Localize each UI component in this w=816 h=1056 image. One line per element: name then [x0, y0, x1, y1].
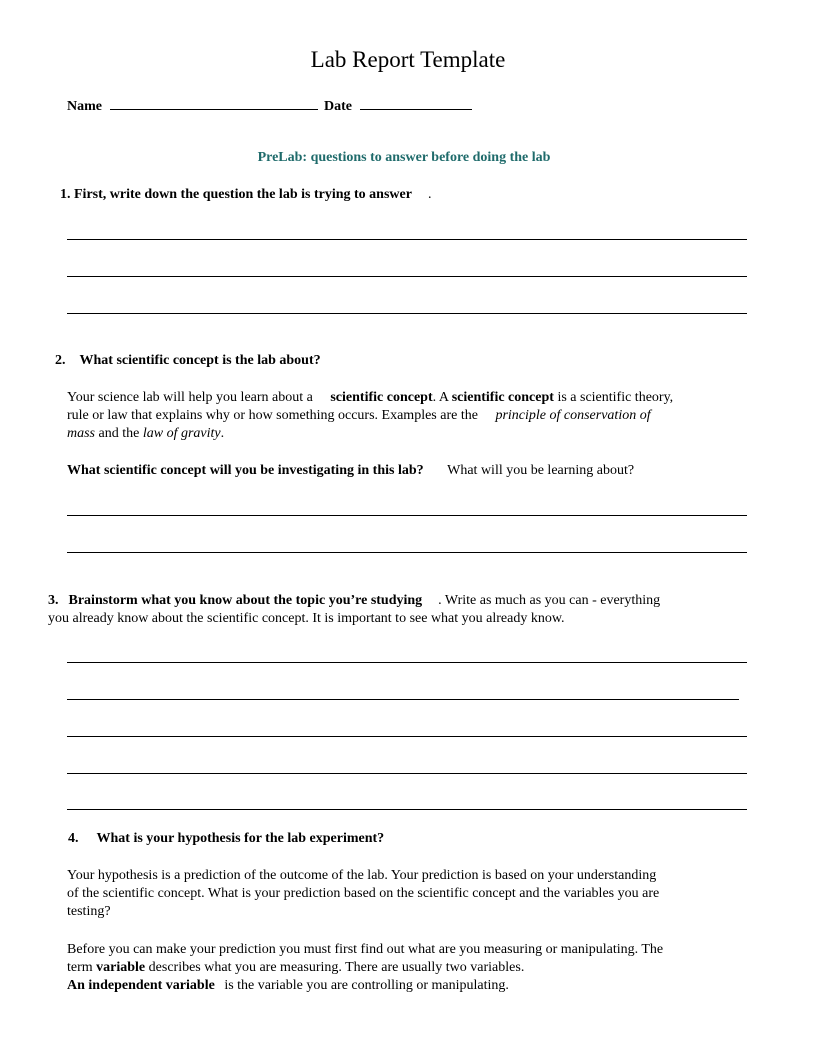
q1-answer-line-1[interactable]	[67, 239, 747, 240]
q4-term-bold: variable	[96, 960, 146, 975]
q2-text: and the	[98, 426, 140, 441]
date-label: Date	[324, 99, 352, 114]
q4-number: 4.	[68, 831, 79, 846]
q4-p1-line-3: testing?	[67, 904, 111, 919]
q1-period: .	[427, 187, 432, 202]
q2-subquestion	[67, 463, 634, 479]
q3-answer-line-3[interactable]	[67, 736, 747, 737]
q2-subquestion-plain: What will you be learning about?	[447, 463, 635, 478]
q2-answer-line-1[interactable]	[67, 515, 747, 516]
date-blank[interactable]	[360, 95, 472, 110]
name-label: Name	[67, 99, 102, 114]
q4-p2-line-2	[67, 959, 663, 977]
q3-answer-line-5[interactable]	[67, 809, 747, 810]
name-date-row	[67, 95, 472, 115]
q2-term-bold: scientific concept	[451, 390, 554, 405]
q1-heading-text: 1. First, write down the question the lab is trying to answer	[60, 187, 412, 202]
q4-paragraph-2	[67, 941, 663, 995]
q2-para-line-3	[67, 425, 673, 443]
q4-p2-line-1: Before you can make your prediction you must first find out what are you measuring or manipulating. The	[67, 942, 664, 957]
q3-answer-line-2[interactable]	[67, 699, 739, 700]
q2-term-bold: scientific concept	[330, 390, 433, 405]
q1-answer-line-2[interactable]	[67, 276, 747, 277]
q4-p2-line-3	[67, 977, 663, 995]
q2-term-italic: mass	[67, 426, 96, 441]
q2-term-italic: law of gravity	[142, 426, 221, 441]
q4-paragraph-1	[67, 867, 659, 921]
q4-p1-line-2: of the scientific concept. What is your prediction based on the scientific concept and the variables you are	[67, 886, 660, 901]
q3-line-1	[48, 592, 660, 610]
q2-text: . A	[432, 390, 449, 405]
q2-heading	[55, 353, 321, 369]
q3-answer-line-1[interactable]	[67, 662, 747, 663]
q1-heading	[60, 187, 431, 203]
q1-answer-line-3[interactable]	[67, 313, 747, 314]
q2-heading-text: What scientific concept is the lab about?	[79, 353, 321, 368]
q2-text: .	[220, 426, 225, 441]
q4-text: describes what you are measuring. There are usually two variables.	[148, 960, 525, 975]
q4-p1-line-1: Your hypothesis is a prediction of the outcome of the lab. Your prediction is based on your understanding	[67, 868, 657, 883]
q3-line-2: you already know about the scientific concept. It is important to see what you already know.	[48, 611, 565, 626]
q3-block	[48, 592, 660, 628]
q3-answer-line-4[interactable]	[67, 773, 747, 774]
q2-text: Your science lab will help you learn about a	[67, 390, 313, 405]
q4-heading-text: What is your hypothesis for the lab experiment?	[96, 831, 385, 846]
q4-term-bold: An independent variable	[67, 978, 215, 993]
q2-answer-line-2[interactable]	[67, 552, 747, 553]
q4-text: term	[67, 960, 93, 975]
q4-heading	[68, 831, 384, 847]
document-title: Lab Report Template	[310, 47, 506, 72]
q2-text: is a scientific theory,	[557, 390, 674, 405]
q2-explanation-paragraph	[67, 389, 673, 443]
q2-term-italic: principle of conservation of	[495, 408, 651, 423]
q2-number: 2.	[55, 353, 66, 368]
q3-line-1-rest: . Write as much as you can - everything	[438, 593, 661, 608]
q2-text: rule or law that explains why or how something occurs. Examples are the	[67, 408, 478, 423]
name-blank[interactable]	[110, 95, 318, 110]
q4-text: is the variable you are controlling or manipulating.	[224, 978, 509, 993]
q2-subquestion-bold: What scientific concept will you be investigating in this lab?	[67, 463, 424, 478]
q3-number: 3.	[48, 593, 59, 608]
prelab-heading: PreLab: questions to answer before doing the lab	[257, 150, 551, 165]
q3-heading-text: Brainstorm what you know about the topic you’re studying	[68, 593, 423, 608]
q2-para-line-2	[67, 407, 673, 425]
q2-para-line-1	[67, 389, 673, 407]
